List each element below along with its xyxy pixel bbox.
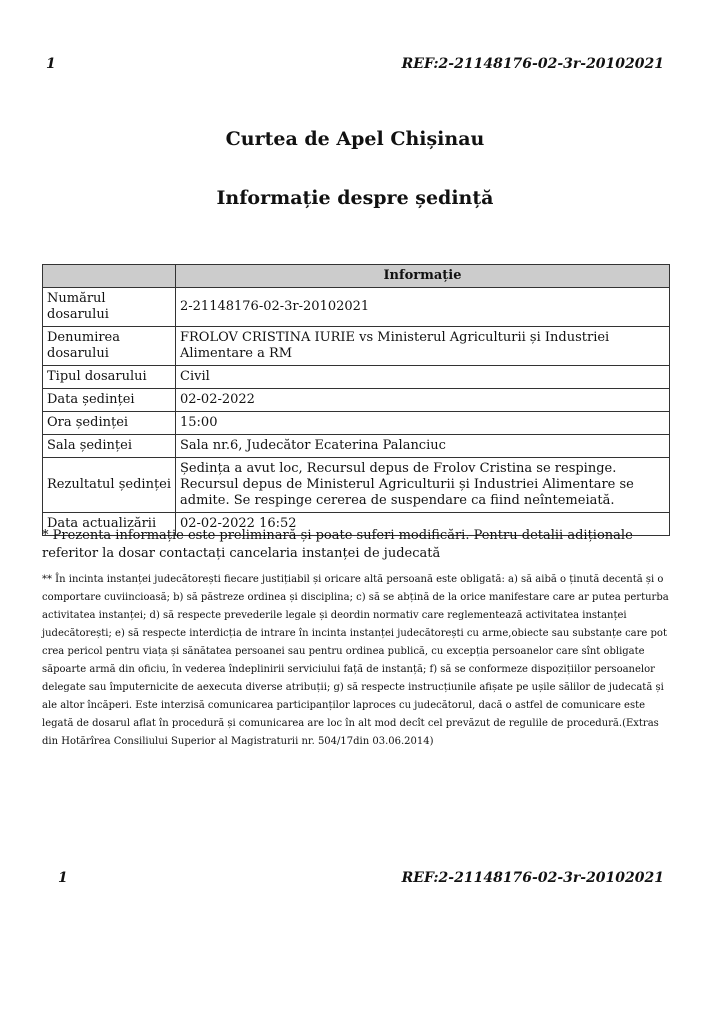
court-title: Curtea de Apel Chișinau bbox=[225, 128, 485, 150]
row-value: Ședința a avut loc, Recursul depus de Frolov Cristina se respinge. Recursul depus de Ministerul Agriculturii și Industriei Alimentare se admite. Se respinge cererea de suspendare ca fiind neîntemeiată. bbox=[176, 458, 670, 513]
row-value: 02-02-2022 bbox=[176, 389, 670, 412]
table-row-hearing-date bbox=[43, 389, 670, 412]
page-subtitle: Informație despre ședință bbox=[216, 187, 494, 209]
row-value: 2-21148176-02-3r-20102021 bbox=[176, 288, 670, 327]
row-label: Sala ședinței bbox=[43, 435, 176, 458]
footer-reference: REF:2-21148176-02-3r-20102021 bbox=[401, 870, 664, 886]
info-table-header-row bbox=[43, 265, 670, 288]
row-value: 02-02-2022 16:52 bbox=[176, 513, 670, 536]
info-table bbox=[42, 264, 670, 536]
info-table-header-title: Informație bbox=[176, 265, 670, 288]
table-row-case-number bbox=[43, 288, 670, 327]
table-row-hearing-room bbox=[43, 435, 670, 458]
row-value: Civil bbox=[176, 366, 670, 389]
table-row-case-type bbox=[43, 366, 670, 389]
row-label: Denumirea dosarului bbox=[43, 327, 176, 366]
footer-page-number: 1 bbox=[58, 870, 68, 886]
row-label: Data actualizării bbox=[43, 513, 176, 536]
preliminary-note: * Prezenta informație este preliminară și poate suferi modificări. Pentru detalii adiționale referitor la dosar contactați cancelaria instanței de judecată bbox=[42, 528, 633, 561]
table-row-case-name bbox=[43, 327, 670, 366]
row-value: FROLOV CRISTINA IURIE vs Ministerul Agriculturii și Industriei Alimentare a RM bbox=[176, 327, 670, 366]
row-label: Data ședinței bbox=[43, 389, 176, 412]
row-value: 15:00 bbox=[176, 412, 670, 435]
row-label: Tipul dosarului bbox=[43, 366, 176, 389]
header-reference: REF:2-21148176-02-3r-20102021 bbox=[401, 56, 664, 72]
info-table-header-label-cell bbox=[43, 265, 176, 288]
court-rules-note: ** În incinta instanței judecătorești fiecare justițiabil și oricare altă persoană este obligată: a) să aibă o ținută decentă și o comportare cuviincioasă; b) să păstreze ordinea și disciplina; c) să se abțină de la orice manifestare care ar putea perturba activitatea instanței; d) să respecte prevederile legale și deordin normativ care reglementează activitatea instanței judecătorești; e) să respecte interdicția de intrare în incinta instanței judecătorești cu arme,obiecte sau substanțe care pot crea pericol pentru viața și sănătatea persoanei sau pentru ordinea publică, cu excepția persoanelor care sînt obligate săpoarte armă din oficiu, în vederea îndeplinirii serviciului față de instanță; f) să se conformeze dispozițiilor persoanelor delegate sau împuternicite de aexecuta diverse atribuții; g) să respecte instrucțiunile afișate pe ușile sălilor de judecată și ale altor încăperi. Este interzisă comunicarea participanților laproces cu judecătorul, dacă o astfel de comunicare este legată de dosarul aflat în procedură și comunicarea are loc în alt mod decît cel prevăzut de regulile de procedură.(Extras din Hotărîrea Consiliului Superior al Magistraturii nr. 504/17din 03.06.2014) bbox=[42, 574, 669, 747]
table-row-hearing-time bbox=[43, 412, 670, 435]
row-value: Sala nr.6, Judecător Ecaterina Palanciuc bbox=[176, 435, 670, 458]
row-label: Numărul dosarului bbox=[43, 288, 176, 327]
header-page-number: 1 bbox=[46, 56, 56, 72]
row-label: Ora ședinței bbox=[43, 412, 176, 435]
row-label: Rezultatul ședinței bbox=[43, 458, 176, 513]
table-row-hearing-result bbox=[43, 458, 670, 513]
